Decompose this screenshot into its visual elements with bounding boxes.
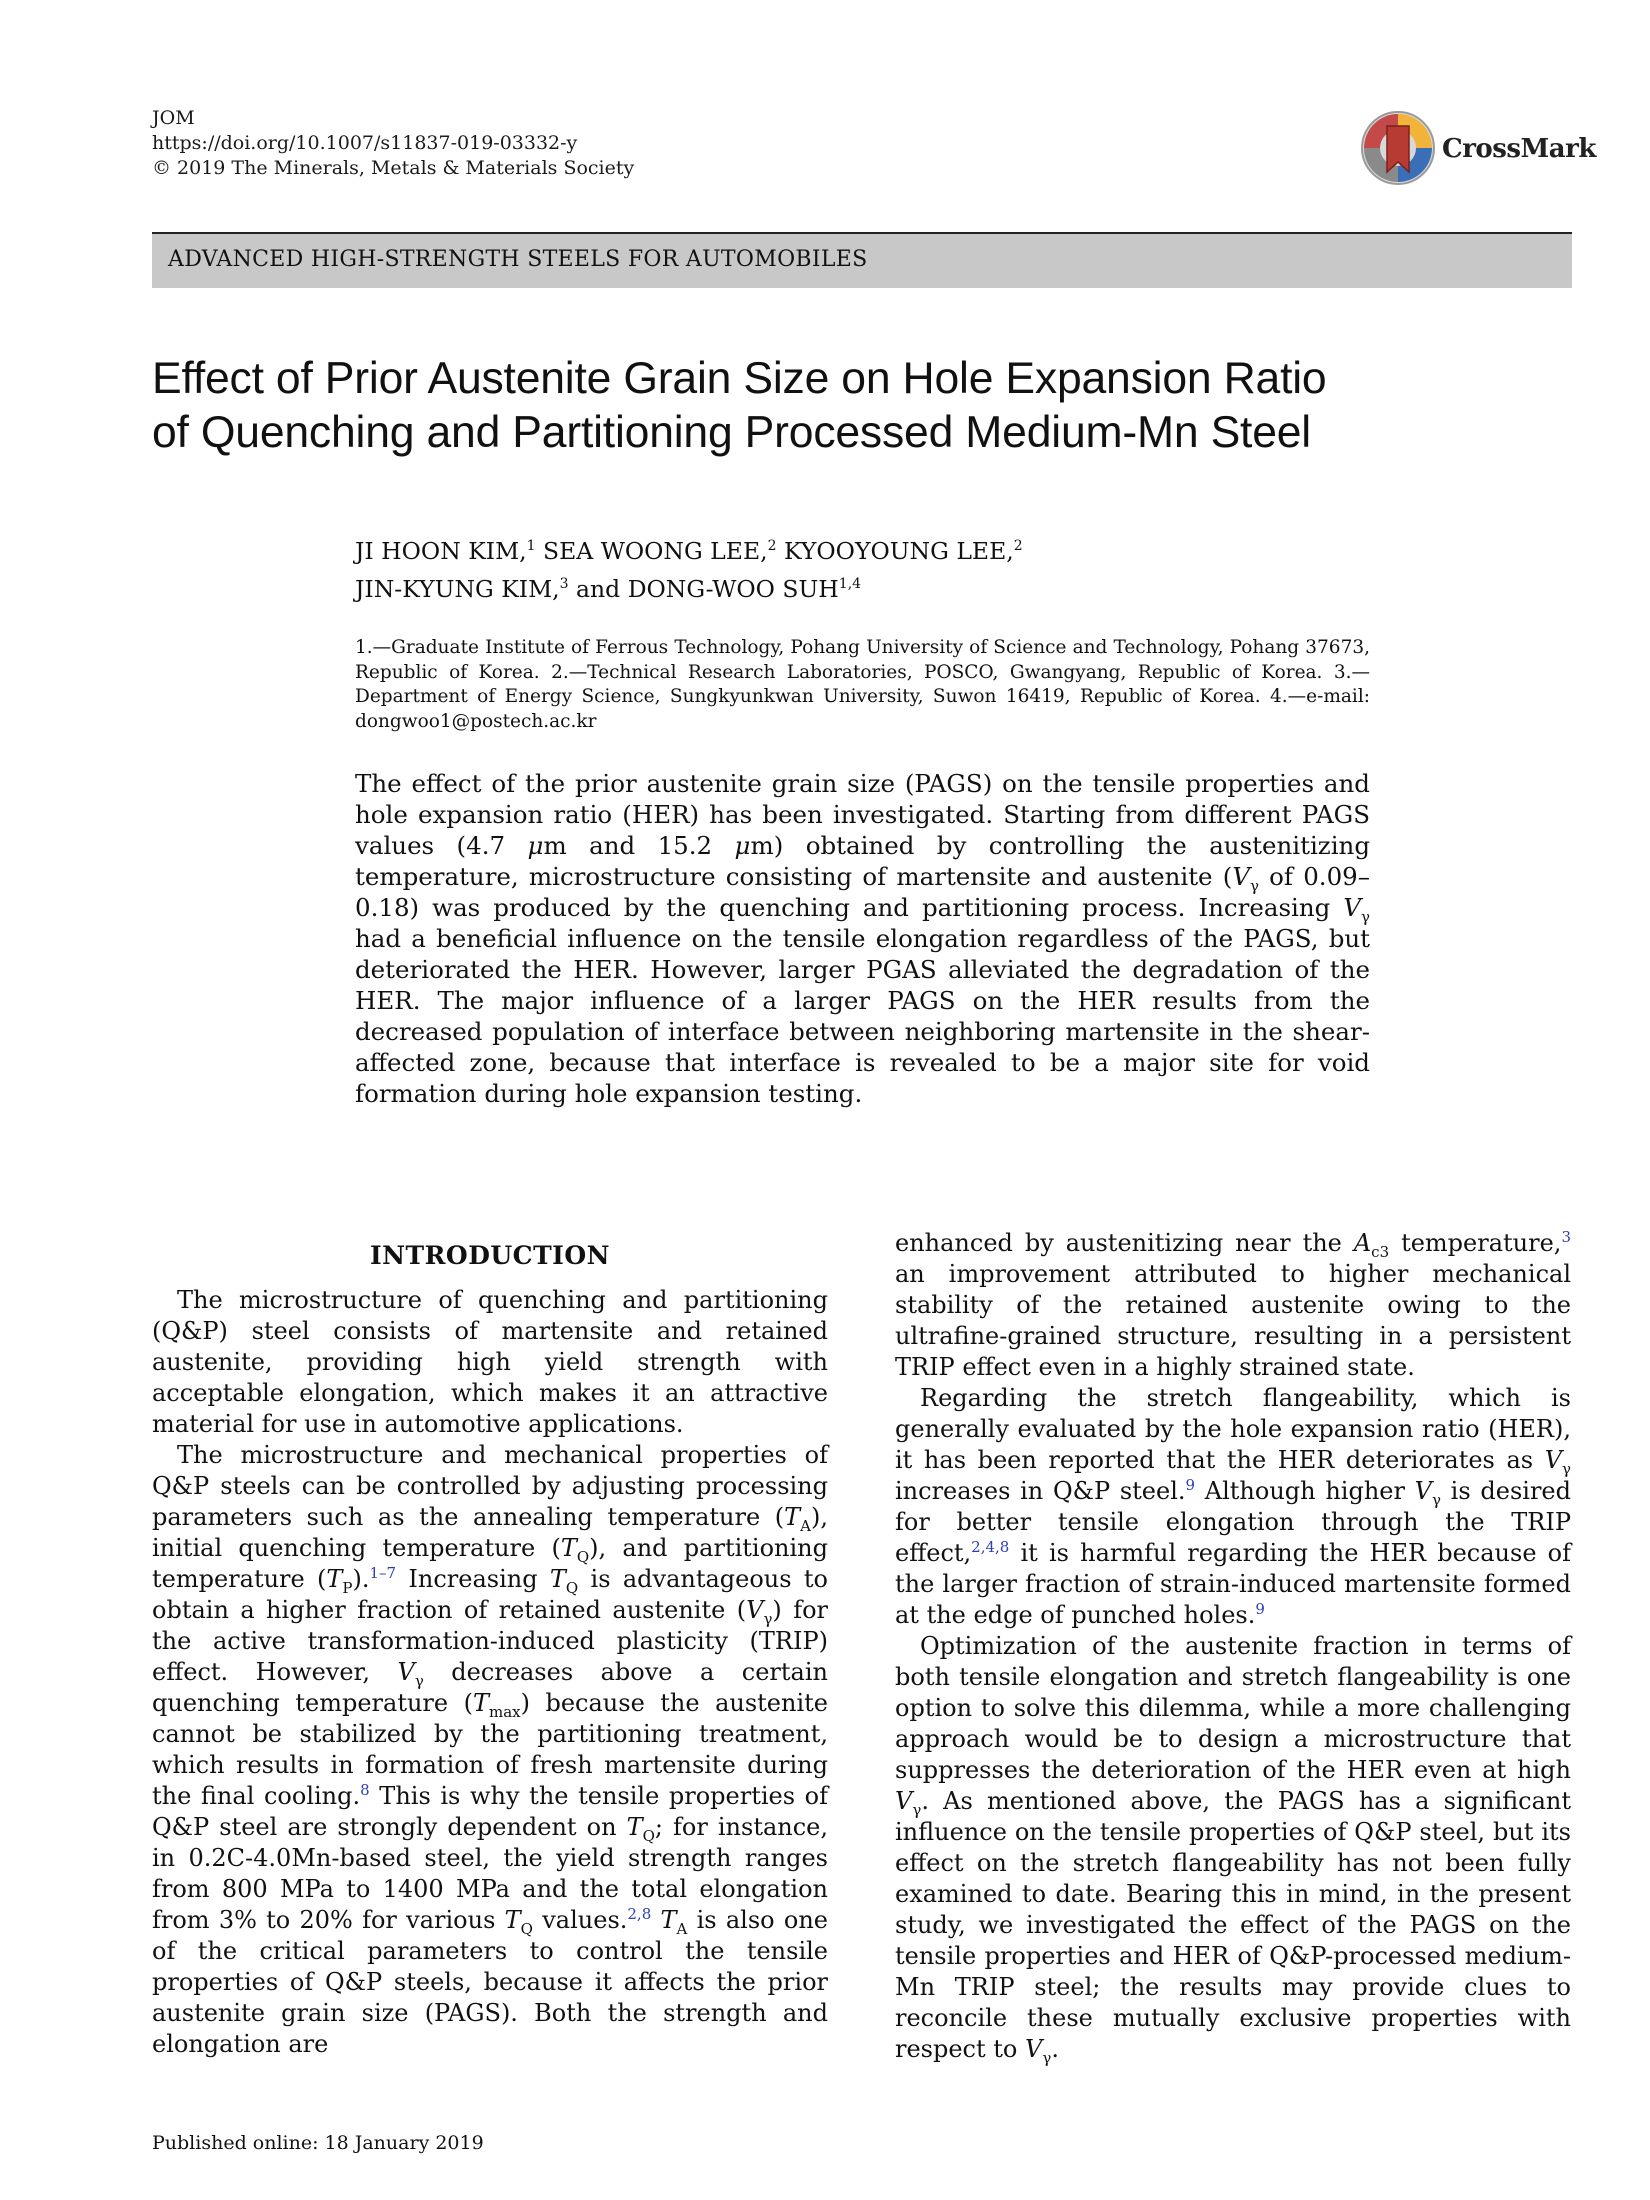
subscript: γ bbox=[763, 1609, 773, 1628]
author-affil-sup: 3 bbox=[559, 575, 569, 592]
abstract-text: The effect of the prior austenite grain size (PAGS) on the tensile properties and hole expansion ratio (HER) has been investigated. Starting from different PAGS values (4.7 bbox=[355, 769, 1370, 860]
section-banner bbox=[152, 232, 1572, 288]
author-line-2 bbox=[355, 568, 1023, 606]
subscript: A bbox=[800, 1516, 811, 1535]
crossmark-badge[interactable] bbox=[1360, 110, 1596, 186]
author-list bbox=[355, 530, 1023, 606]
affiliations: 1.—Graduate Institute of Ferrous Technology, Pohang University of Science and Technology, Pohang 37673, Republic of Korea. 2.—Technical Research Laboratories, POSCO, Gwangyang, Republic of Korea. 3.—Department of Energy Science, Sungkyunkwan University, Suwon 16419, Republic of Korea. 4.—e-mail: dongwoo1@postech.ac.kr bbox=[355, 637, 1370, 732]
text: Increasing bbox=[396, 1565, 550, 1593]
text: ) because the austenite cannot be stabilized by the partitioning treatment, which results in formation of fresh martensite during the final cooling. bbox=[152, 1689, 828, 1810]
author-name: SEA WOONG LEE, bbox=[535, 536, 768, 565]
symbol: V bbox=[1414, 1477, 1432, 1505]
text: Optimization of the austenite fraction in terms of both tensile elongation and stretch flangeability is one option to solve this dilemma, while a more challenging approach would be to design a microstructure that suppresses the deterioration of the HER even at high bbox=[895, 1632, 1571, 1784]
subscript: γ bbox=[1361, 907, 1370, 926]
copyright-line: © 2019 The Minerals, Metals & Materials Society bbox=[152, 157, 635, 179]
article-metadata bbox=[152, 106, 634, 181]
text: enhanced by austenitizing near the bbox=[895, 1229, 1354, 1257]
subscript: Q bbox=[565, 1578, 579, 1597]
citation-link[interactable]: 3 bbox=[1561, 1228, 1571, 1246]
symbol: μ bbox=[527, 831, 544, 860]
text: values. bbox=[532, 1906, 628, 1934]
paragraph-continued bbox=[895, 1228, 1571, 1383]
author-name: JIN-KYUNG KIM, bbox=[355, 574, 560, 603]
abstract bbox=[355, 768, 1370, 1109]
abstract-text: of 0.09–0.18) was produced by the quenching and partitioning process. Increasing bbox=[355, 862, 1370, 922]
paragraph bbox=[152, 1440, 828, 2060]
crossmark-label: CrossMark bbox=[1442, 134, 1596, 164]
text: an improvement attributed to higher mechanical stability of the retained austenite owing to the ultrafine-grained structure, resulting in a persistent TRIP effect even in a highly strained state. bbox=[895, 1260, 1571, 1381]
citation-link[interactable]: 9 bbox=[1255, 1600, 1265, 1618]
citation-link[interactable]: 9 bbox=[1185, 1476, 1196, 1494]
symbol: T bbox=[560, 1534, 577, 1562]
citation-link[interactable]: 8 bbox=[360, 1781, 370, 1799]
title-line-2: of Quenching and Partitioning Processed Medium-Mn Steel bbox=[152, 408, 1311, 457]
symbol: T bbox=[472, 1689, 489, 1717]
subscript: γ bbox=[414, 1671, 424, 1690]
abstract-text: m) obtained by controlling the austenitizing temperature, microstructure consisting of martensite and austenite ( bbox=[355, 831, 1371, 891]
symbol: T bbox=[504, 1906, 521, 1934]
subscript: Q bbox=[520, 1919, 533, 1938]
subscript: Q bbox=[642, 1826, 655, 1845]
symbol: V bbox=[895, 1787, 913, 1815]
text: is also one of the critical parameters to control the tensile properties of Q&P steels, because it affects the prior austenite grain size (PAGS). Both the strength and elongation are bbox=[152, 1906, 828, 2058]
author-name: and DONG-WOO SUH bbox=[568, 574, 839, 603]
subscript: γ bbox=[912, 1800, 922, 1819]
text: temperature, bbox=[1389, 1229, 1562, 1257]
text: . bbox=[1051, 2035, 1059, 2063]
symbol: T bbox=[784, 1503, 801, 1531]
symbol: T bbox=[549, 1565, 566, 1593]
subscript: γ bbox=[1432, 1490, 1441, 1509]
subscript: Q bbox=[576, 1547, 590, 1566]
text: This is why the tensile properties of Q&P steel are strongly dependent on bbox=[152, 1782, 829, 1841]
paragraph: The microstructure of quenching and partitioning (Q&P) steel consists of martensite and retained austenite, providing high yield strength with acceptable elongation, which makes it an attractive material for use in automotive applications. bbox=[152, 1286, 828, 1438]
text: decreases above a certain quenching temperature ( bbox=[152, 1658, 828, 1717]
citation-link[interactable]: 2,8 bbox=[627, 1905, 652, 1923]
citation-link[interactable]: 1–7 bbox=[369, 1564, 397, 1582]
author-name: JI HOON KIM, bbox=[355, 536, 527, 565]
text: it is harmful regarding the HER because of the larger fraction of strain-induced martensite formed at the edge of punched holes. bbox=[895, 1539, 1571, 1629]
text: increases in Q&P steel. bbox=[895, 1477, 1186, 1505]
text: ), and partitioning temperature ( bbox=[152, 1534, 828, 1593]
text: ; for instance, in 0.2C-4.0Mn-based steel, the yield strength ranges from 800 MPa to 1400 MPa and the total elongation from 3% to 20% for various bbox=[152, 1813, 828, 1934]
text: ). bbox=[352, 1565, 370, 1593]
subscript: P bbox=[342, 1578, 353, 1597]
left-column bbox=[152, 1228, 828, 2060]
section-heading-introduction: INTRODUCTION bbox=[369, 1241, 610, 1270]
author-affil-sup: 2 bbox=[1013, 538, 1023, 554]
symbol: V bbox=[1343, 893, 1362, 922]
section-banner-text: ADVANCED HIGH-STRENGTH STEELS FOR AUTOMOBILES bbox=[168, 247, 868, 272]
text: ) for the active transformation-induced plasticity (TRIP) effect. However, bbox=[152, 1596, 828, 1686]
symbol: T bbox=[326, 1565, 343, 1593]
symbol: μ bbox=[734, 831, 751, 860]
text: is desired for better tensile elongation through the TRIP effect, bbox=[895, 1477, 1571, 1567]
subscript: A bbox=[676, 1919, 688, 1938]
published-online-date: Published online: 18 January 2019 bbox=[152, 2132, 484, 2154]
symbol: V bbox=[1232, 862, 1251, 891]
subscript: γ bbox=[1250, 876, 1259, 895]
text: is advantageous to obtain a higher fraction of retained austenite ( bbox=[152, 1565, 828, 1624]
abstract-text: had a beneficial influence on the tensile elongation regardless of the PAGS, but deteriorated the HER. However, larger PGAS alleviated the degradation of the HER. The major influence of a larger PAGS on the HER results from the decreased population of interface between neighboring martensite in the shear-affected zone, because that interface is revealed to be a major site for void formation during hole expansion testing. bbox=[355, 924, 1370, 1108]
symbol: T bbox=[626, 1813, 643, 1841]
right-column bbox=[895, 1228, 1571, 2065]
subscript: max bbox=[488, 1702, 521, 1721]
subscript: γ bbox=[1042, 2048, 1052, 2067]
author-affil-sup: 1,4 bbox=[838, 575, 862, 592]
title-line-1: Effect of Prior Austenite Grain Size on Hole Expansion Ratio bbox=[152, 354, 1327, 403]
author-name: KYOOYOUNG LEE, bbox=[776, 536, 1014, 565]
author-line-1 bbox=[355, 530, 1023, 568]
abstract-text: m and 15.2 bbox=[543, 831, 735, 860]
text: ), initial quenching temperature ( bbox=[152, 1503, 828, 1562]
journal-name: JOM bbox=[152, 107, 195, 129]
subscript: c3 bbox=[1371, 1242, 1390, 1261]
text: . As mentioned above, the PAGS has a significant influence on the tensile properties of Q&P steel, but its effect on the stretch flangeability has not been fully examined to date. Bearing this in mind, in the present study, we investigated the effect of the PAGS on the tensile properties and HER of Q&P-processed medium-Mn TRIP steel; the results may provide clues to reconcile these mutually exclusive properties with respect to bbox=[895, 1787, 1571, 2063]
doi-link[interactable]: https://doi.org/10.1007/s11837-019-03332-y bbox=[152, 132, 578, 154]
symbol: V bbox=[1544, 1446, 1563, 1474]
symbol: V bbox=[397, 1658, 415, 1686]
citation-link[interactable]: 2,4,8 bbox=[971, 1538, 1010, 1556]
text bbox=[651, 1906, 660, 1934]
text: Regarding the stretch flangeability, which is generally evaluated by the hole expansion ratio (HER), it has been reported that the HER deteriorates as bbox=[895, 1384, 1571, 1474]
symbol: T bbox=[660, 1906, 677, 1934]
crossmark-icon bbox=[1360, 110, 1436, 186]
author-affil-sup: 1 bbox=[526, 538, 536, 554]
paragraph bbox=[895, 1631, 1571, 2065]
symbol: A bbox=[1353, 1229, 1372, 1257]
text: Although higher bbox=[1195, 1477, 1415, 1505]
symbol: V bbox=[746, 1596, 764, 1624]
symbol: V bbox=[1025, 2035, 1043, 2063]
article-title bbox=[152, 352, 1572, 460]
text: The microstructure and mechanical properties of Q&P steels can be controlled by adjusting processing parameters such as the annealing temperature ( bbox=[152, 1441, 828, 1531]
author-affil-sup: 2 bbox=[767, 538, 777, 554]
paragraph bbox=[895, 1383, 1571, 1631]
subscript: γ bbox=[1562, 1459, 1571, 1478]
